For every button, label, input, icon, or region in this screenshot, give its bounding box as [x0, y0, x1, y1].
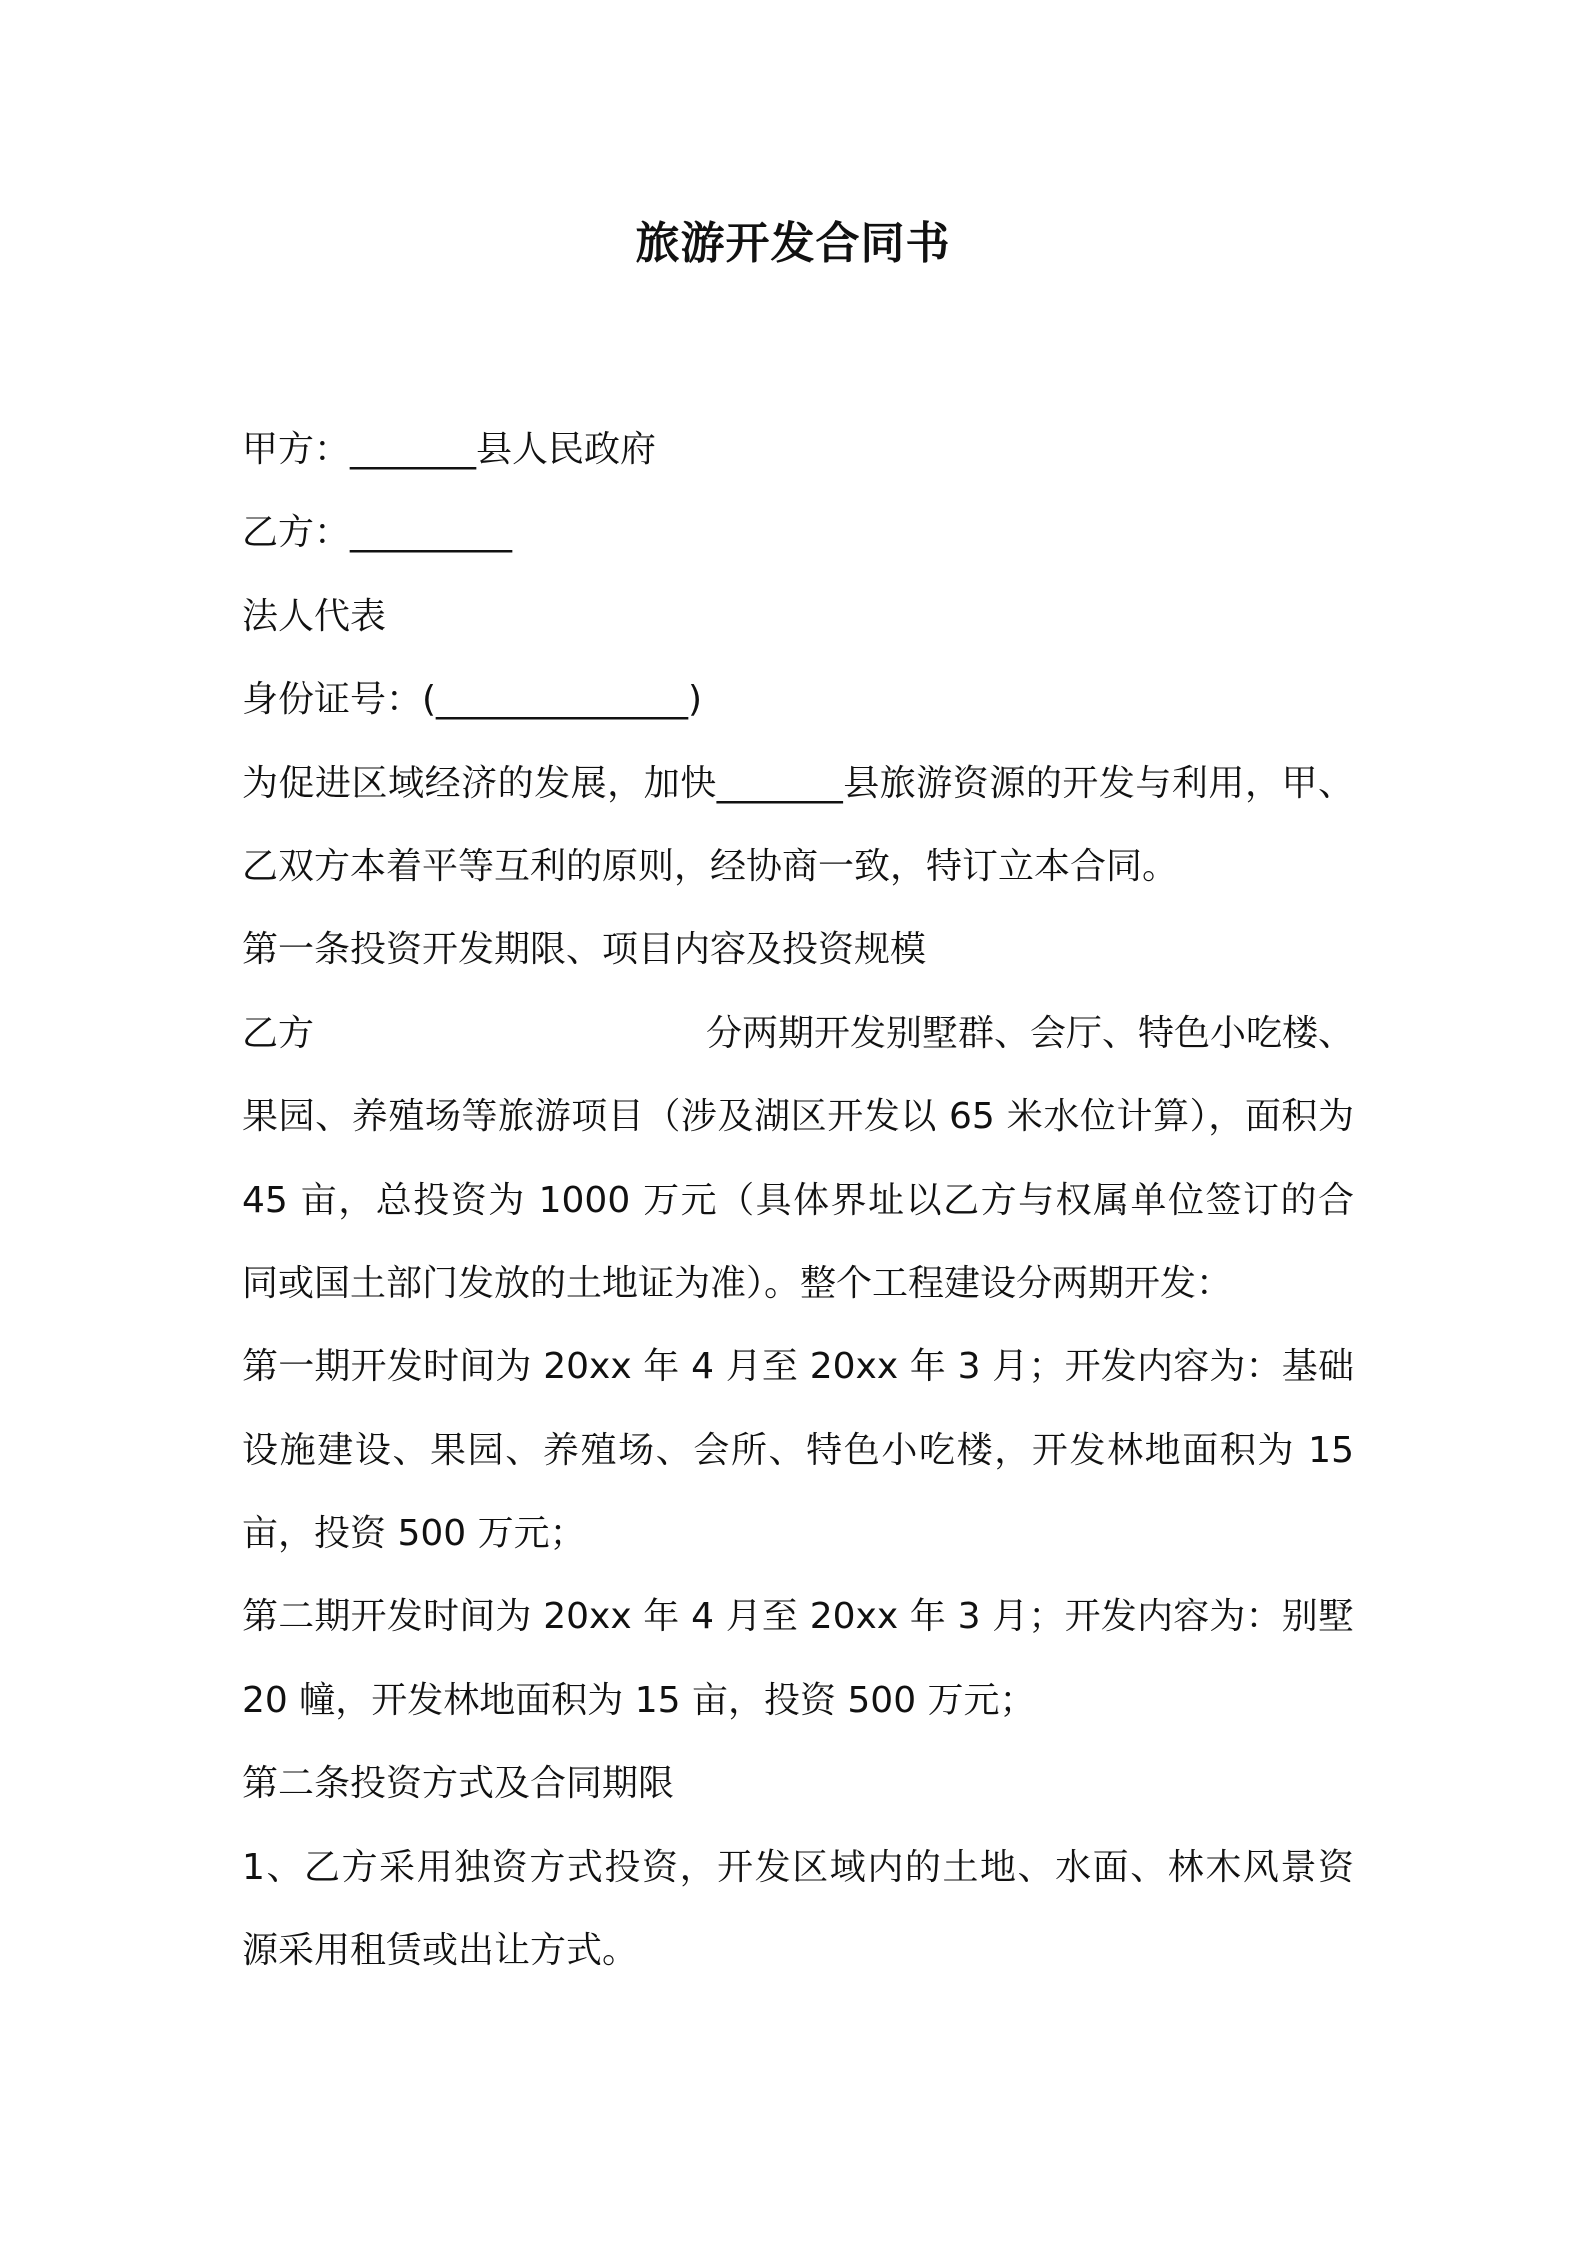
phase-1-line-1: 第一期开发时间为 20xx 年 4 月至 20xx 年 3 月；开发内容为：基础	[242, 1346, 1354, 1388]
development-phases-text: 分两期开发别墅群、会厅、特色小吃楼、	[705, 1012, 1354, 1054]
id-number-line: 身份证号：(______________)	[242, 679, 703, 721]
phase-1-line-3: 亩，投资 500 万元；	[242, 1513, 586, 1555]
article-2-item-1-line-1: 1、乙方采用独资方式投资，开发区域内的土地、水面、林木风景资	[242, 1846, 1354, 1888]
document-title: 旅游开发合同书	[635, 218, 951, 269]
party-a-line: 甲方：_______县人民政府	[242, 429, 657, 470]
phase-1-line-2: 设施建设、果园、养殖场、会所、特色小吃楼，开发林地面积为 15	[242, 1429, 1354, 1471]
party-b-line: 乙方：_________	[242, 512, 513, 554]
article-1-line-1	[242, 992, 1354, 1075]
party-b-label: 乙方	[242, 1012, 315, 1054]
article-2-item-1-line-2: 源采用租赁或出让方式。	[242, 1930, 639, 1972]
article-2-heading: 第二条投资方式及合同期限	[242, 1763, 675, 1805]
phase-2-line-1: 第二期开发时间为 20xx 年 4 月至 20xx 年 3 月；开发内容为：别墅	[242, 1596, 1354, 1638]
article-1-line-2: 果园、养殖场等旅游项目（涉及湖区开发以 65 米水位计算），面积为	[242, 1096, 1354, 1138]
article-1-line-4: 同或国土部门发放的土地证为准）。整个工程建设分两期开发：	[242, 1262, 1233, 1304]
preamble-line-1: 为促进区域经济的发展，加快_______县旅游资源的开发与利用，甲、	[242, 762, 1354, 804]
legal-representative-line: 法人代表	[242, 595, 387, 637]
article-1-line-3: 45 亩，总投资为 1000 万元（具体界址以乙方与权属单位签订的合	[242, 1179, 1354, 1221]
article-1-heading: 第一条投资开发期限、项目内容及投资规模	[242, 929, 927, 971]
document-body	[242, 408, 1354, 1992]
phase-2-line-2: 20 幢，开发林地面积为 15 亩，投资 500 万元；	[242, 1679, 1036, 1721]
preamble-line-2: 乙双方本着平等互利的原则，经协商一致，特订立本合同。	[242, 845, 1179, 887]
